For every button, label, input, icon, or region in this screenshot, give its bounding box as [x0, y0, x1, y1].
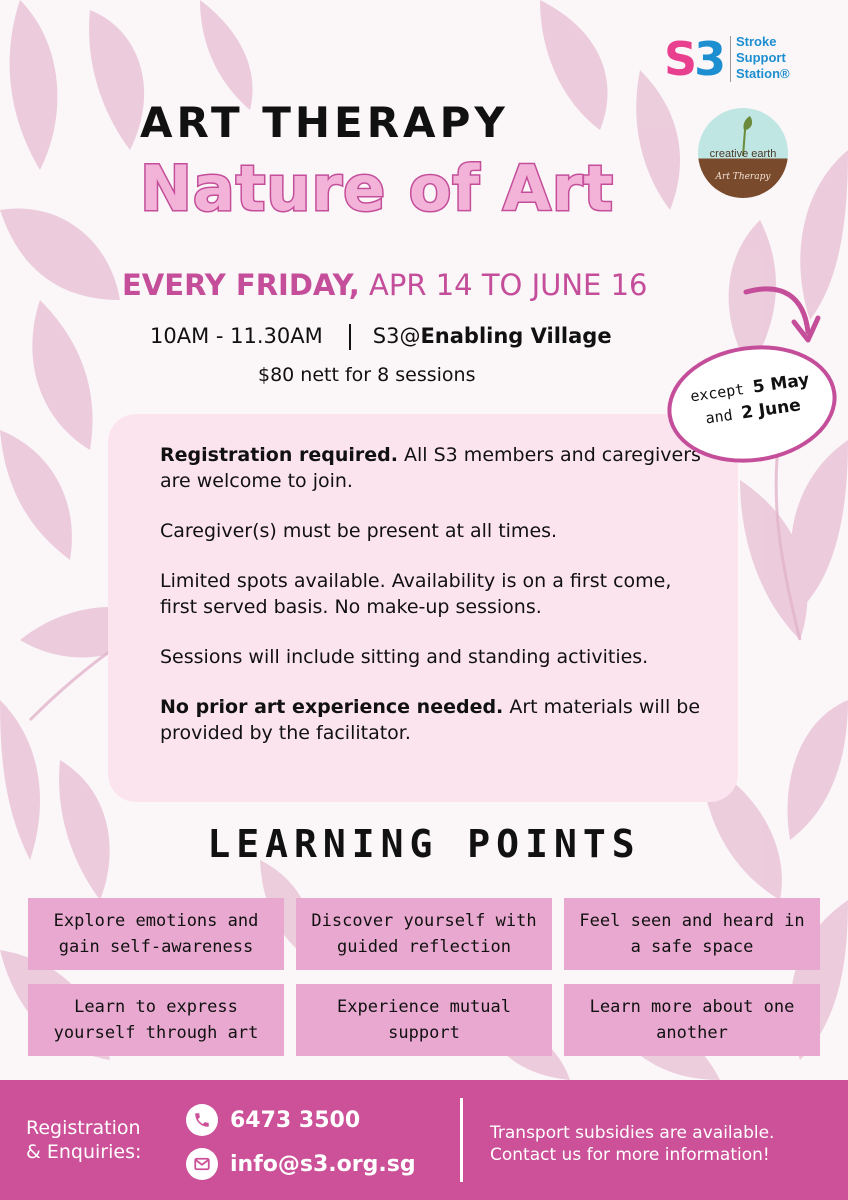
phone-number[interactable]: 6473 3500	[230, 1107, 361, 1133]
info-no-experience-text: Art materials will be provided by the facilitator.	[160, 696, 701, 744]
learning-point: Experience mutual support	[296, 984, 552, 1056]
info-box	[108, 414, 738, 802]
info-caregiver: Caregiver(s) must be present at all times.	[160, 520, 558, 542]
registration-label-line1: Registration	[26, 1117, 141, 1139]
curved-arrow-icon	[742, 282, 822, 352]
transport-line1: Transport subsidies are available.	[490, 1123, 775, 1143]
info-no-experience	[160, 694, 708, 746]
s3-logo-divider	[730, 36, 731, 82]
page-subtitle: Nature of Art	[140, 152, 615, 225]
exception-joiner: and	[704, 405, 734, 428]
page-title: ART THERAPY	[140, 98, 509, 147]
learning-point: Learn to express yourself through art	[28, 984, 284, 1056]
s3-name-line3: Station®	[736, 66, 790, 81]
registration-label	[26, 1116, 141, 1164]
phone-icon	[186, 1104, 218, 1136]
creative-earth-text: creative earth	[709, 148, 777, 160]
schedule-date-range: APR 14 TO JUNE 16	[369, 268, 648, 302]
info-limited-spots: Limited spots available. Availability is on a first come, first served basis. No make-up sessions.	[160, 570, 672, 618]
footer-divider	[460, 1098, 463, 1182]
footer	[0, 1080, 848, 1200]
s3-logo	[664, 30, 834, 88]
s3-logo-mark: S3	[664, 32, 724, 86]
transport-line2: Contact us for more information!	[490, 1145, 770, 1165]
info-sessions: Sessions will include sitting and standing activities.	[160, 646, 649, 668]
schedule-day: EVERY FRIDAY,	[122, 268, 360, 302]
s3-name-line1: Stroke	[736, 34, 777, 49]
email-icon	[186, 1148, 218, 1180]
s3-name-line2: Support	[736, 50, 786, 65]
exception-date-2: 2 June	[739, 395, 803, 424]
creative-earth-subtext: Art Therapy	[715, 172, 771, 182]
venue-name: Enabling Village	[420, 324, 612, 348]
learning-points-heading: LEARNING POINTS	[207, 822, 641, 866]
venue-prefix: S3@	[372, 324, 421, 348]
learning-point: Feel seen and heard in a safe space	[564, 898, 820, 970]
email-row[interactable]	[186, 1146, 416, 1182]
price: $80 nett for 8 sessions	[258, 364, 476, 386]
registration-label-line2: & Enquiries:	[26, 1141, 142, 1163]
creative-earth-logo	[698, 108, 788, 198]
schedule-time-venue	[150, 324, 612, 350]
info-no-experience-bold: No prior art experience needed.	[160, 696, 504, 718]
learning-point: Learn more about one another	[564, 984, 820, 1056]
info-registration-text: All S3 members and caregivers are welcome to join.	[160, 444, 701, 492]
email-address[interactable]: info@s3.org.sg	[230, 1151, 416, 1177]
info-registration-bold: Registration required.	[160, 444, 398, 466]
contact-info	[186, 1102, 416, 1190]
info-registration	[160, 442, 708, 494]
time-venue-divider	[349, 324, 351, 350]
learning-point: Discover yourself with guided reflection	[296, 898, 552, 970]
phone-row[interactable]	[186, 1102, 416, 1138]
schedule-dates	[122, 268, 648, 302]
schedule-time: 10AM - 11.30AM	[150, 324, 323, 348]
transport-note	[490, 1122, 830, 1166]
s3-logo-name	[736, 34, 790, 82]
exception-date-1: 5 May	[751, 369, 811, 398]
exception-prefix: except	[689, 380, 746, 406]
exception-text	[668, 365, 835, 435]
learning-point: Explore emotions and gain self-awareness	[28, 898, 284, 970]
